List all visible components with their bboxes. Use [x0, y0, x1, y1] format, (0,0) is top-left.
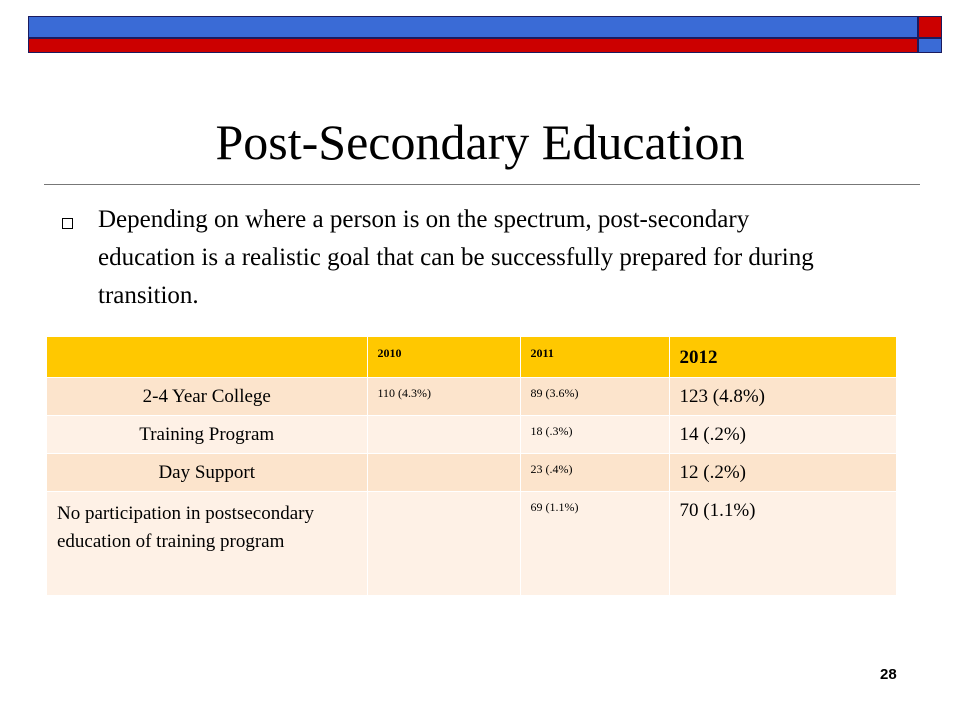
- cell-2010: [367, 415, 520, 453]
- table-row: [47, 453, 896, 491]
- row-label: Training Program: [47, 415, 367, 453]
- cell-2011: 18 (.3%): [520, 415, 669, 453]
- corner-blue-square: [918, 38, 942, 53]
- table-row: [47, 377, 896, 415]
- cell-2012: 14 (.2%): [669, 415, 896, 453]
- cell-2010: [367, 453, 520, 491]
- cell-2011: 89 (3.6%): [520, 377, 669, 415]
- cell-2012: 123 (4.8%): [669, 377, 896, 415]
- cell-2012: 70 (1.1%): [669, 491, 896, 595]
- row-label: Day Support: [47, 453, 367, 491]
- table-row: [47, 415, 896, 453]
- row-label: 2-4 Year College: [47, 377, 367, 415]
- header-2010: 2010: [367, 337, 520, 377]
- square-bullet-icon: [62, 218, 73, 229]
- top-red-bar: [28, 38, 918, 53]
- bullet-text: Depending on where a person is on the spectrum, post-secondary education is a realistic goal that can be successfully prepared for during transition.: [98, 206, 814, 309]
- cell-2010: 110 (4.3%): [367, 377, 520, 415]
- header-empty: [47, 337, 367, 377]
- top-blue-bar: [28, 16, 918, 38]
- header-2012: 2012: [669, 337, 896, 377]
- cell-2012: 12 (.2%): [669, 453, 896, 491]
- header-2011: 2011: [520, 337, 669, 377]
- cell-2011: 23 (.4%): [520, 453, 669, 491]
- table-row: [47, 491, 896, 595]
- cell-2011: 69 (1.1%): [520, 491, 669, 595]
- page-number: 28: [880, 666, 897, 683]
- title-underline: [44, 184, 920, 185]
- cell-2010: [367, 491, 520, 595]
- slide-title: Post-Secondary Education: [215, 114, 745, 170]
- table-header-row: [47, 337, 896, 377]
- corner-red-square: [918, 16, 942, 38]
- education-table: [47, 337, 896, 595]
- row-label: No participation in postsecondary education of training program: [47, 491, 367, 595]
